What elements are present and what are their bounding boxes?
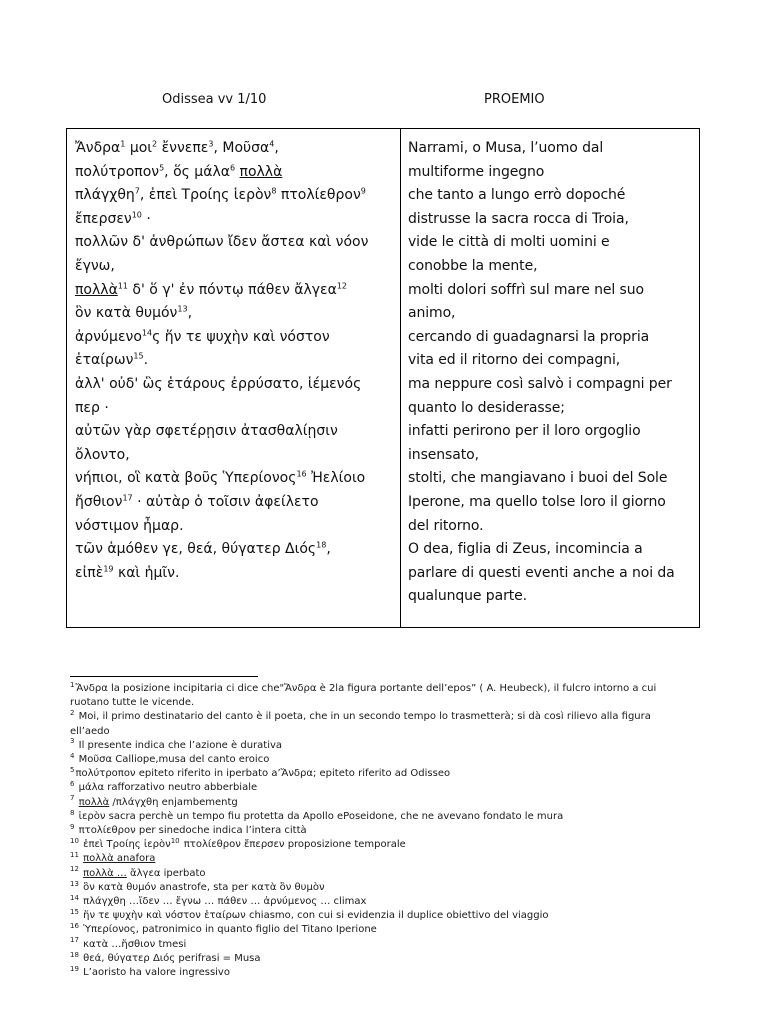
footnote-ref: 14 [70,893,79,902]
footnote-line [70,682,710,696]
footnote-separator [70,676,258,677]
footnote-ref: 3 [70,737,75,746]
text-run: νήπιοι, οἳ κατὰ βοῦς Ὑπερίονος [75,470,297,487]
footnote-ref: 7 [70,794,75,803]
footnote-ref: 4 [70,751,75,760]
footnote-ref: 15 [70,907,79,916]
greek-verse-line [75,538,400,562]
text-run: ἱερὸν sacra perchè un tempo fiu protetta da Apollo ePoseidone, che ne avevano fondato le mura [75,810,564,822]
italian-translation-line: stolti, che mangiavano i buoi del Sole [408,470,668,487]
text-run: Moi, il primo destinatario del canto è il poeta, che in un secondo tempo lo trasmetterà; si dà così rilievo alla figura [75,711,651,723]
italian-translation-line: vita ed il ritorno dei compagni, [408,352,621,369]
text-table [66,128,700,628]
text-run: , [326,541,331,558]
text-run: . [143,352,149,369]
text-run: κατὰ …ἤσθιον tmesi [79,938,187,950]
italian-translation-line: vide le città di molti uomini e [408,234,610,251]
greek-verse-line [75,515,400,539]
italian-translation-line: animo, [408,305,456,322]
footnote-ref: 5 [70,765,75,774]
italian-translation-line: distrusse la sacra rocca di Troia, [408,210,629,227]
text-run: θεά, θύγατερ Διός perifrasi = Musa [79,952,261,964]
greek-verse-line [75,137,400,161]
greek-verse-line [75,184,400,208]
greek-verse-line [75,161,400,185]
text-run: ὃν κατὰ θυμόν [75,305,178,322]
underlined-text: πολλὰ [78,796,110,808]
greek-verse-line [75,420,400,444]
text-run: L’aoristo ha valore ingressivo [79,967,230,979]
greek-verse-line [75,231,400,255]
text-run: Ἠελίοιο [306,470,366,487]
italian-translation-line: molti dolori soffrì sul mare nel suo [408,281,644,298]
footnote-ref: 11 [70,851,79,860]
text-run: , ὅς μάλα [164,163,230,180]
header-title-left: Odissea vv 1/10 [162,92,267,107]
italian-translation-line: Iperone, ma quello tolse loro il giorno [408,493,666,510]
footnote-ref: 19 [70,964,79,973]
footnotes [70,682,710,980]
footnote-line [70,923,710,937]
underlined-text: πολλὰ [239,163,283,180]
footnote-line [70,838,710,852]
greek-verse-line [75,373,400,397]
header-title-right: PROEMIO [484,92,545,107]
italian-translation-line: cercando di guadagnarsi la propria [408,328,650,345]
greek-verse-line [75,444,400,468]
greek-text-column [67,129,401,627]
footnote-line [70,767,710,781]
text-run: ἤσθιον [75,493,123,510]
italian-translation-line: O dea, figlia di Zeus, incomincia a [408,541,643,558]
text-run: περ · [75,399,109,416]
footnote-ref: 1 [70,680,75,689]
footnote-line [70,810,710,824]
underlined-text: πολλὰ … [83,867,127,879]
footnote-line [70,739,710,753]
italian-translation-line: infatti perirono per il loro orgoglio [408,423,641,440]
text-run: , ἐπεὶ Τροίης ἱερὸν [139,187,272,204]
greek-verse-line [75,255,400,279]
footnote-line [70,852,710,866]
footnote-ref: 9 [360,186,366,196]
text-run: ἑταίρων [75,352,134,369]
footnote-line [70,824,710,838]
page-header [0,92,768,112]
text-run: μοι [125,140,153,156]
text-run: /πλάγχθη enjambementg [109,796,238,808]
text-run: Il presente indica che l’azione è durativa [75,739,283,751]
text-run: ἄλγεα iperbato [126,867,206,879]
italian-translation-column [401,129,699,627]
text-run: ell’aedo [70,725,110,737]
text-run: ἥν τε ψυχὴν καὶ νόστον ἑταίρων chiasmo, con cui si evidenzia il duplice obiettivo del viaggio [79,910,549,922]
footnote-line [70,881,710,895]
text-run: Ἄνδρα la posizione incipitaria ci dice che"Ἄνδρα è 2la figura portante dell’epos” ( A. Heubeck), il fulcro intorno a cui [75,683,657,694]
text-run: Ὑπερίονος, patronimico in quanto figlio del Titano Iperione [79,924,377,936]
text-run: νόστιμον ἦμαρ. [75,517,184,534]
footnote-ref: 4 [269,139,275,149]
footnote-ref: 19 [103,564,114,574]
text-run: πτολίεθρον per sinedoche indica l’intera città [75,825,307,837]
footnote-ref: 3 [208,139,214,149]
greek-verse-line [75,397,400,421]
greek-verse-line [75,302,400,326]
text-run: δ' ὅ γ' ἐν πόντῳ πάθεν ἄλγεα [127,281,337,298]
footnote-line [70,966,710,980]
footnote-ref: 16 [296,469,307,479]
footnote-ref: 11 [117,280,128,290]
footnote-ref: 8 [70,808,75,817]
text-run: ὃν κατὰ θυμόν anastrofe, sta per κατὰ ὃν θυμὸν [79,881,325,893]
greek-verse-line [75,467,400,491]
italian-translation-line: ma neppure così salvò i compagni per [408,375,672,392]
footnote-ref: 18 [70,950,79,959]
text-run: ἔπερσεν [75,210,132,227]
footnote-ref: 16 [70,922,79,931]
text-run: αὐτῶν γὰρ σφετέρῃσιν ἀτασθαλίῃσιν [75,423,338,440]
text-run: πτολίεθρον [276,187,361,204]
text-run: ἀλλ' οὐδ' ὣς ἑτάρους ἐρρύσατο, ἱέμενός [75,375,362,392]
text-run: ἔγνω, [75,257,115,274]
text-run: πλάγχθη …ἴδεν … ἔγνω … πάθεν … ἀρνύμενος … climax [79,896,367,908]
text-run: πτολίεθρον ἔπερσεν proposizione temporale [180,839,406,851]
text-run: ὄλοντο, [75,446,130,463]
underlined-text: πολλὰ [75,281,118,298]
text-run: πολλῶν δ' ἀνθρώπων ἴδεν ἄστεα καὶ νόον [75,234,369,251]
footnote-line [70,781,710,795]
italian-translation-line: conobbe la mente, [408,257,538,274]
footnote-line [70,710,710,724]
text-run: πλάγχθη [75,187,135,204]
footnote-line [70,796,710,810]
text-run: , Μοῦσα [213,140,270,156]
text-run: · [141,210,151,227]
italian-translation-line: che tanto a lungo errò dopoché [408,187,626,204]
italian-translation-line: parlare di questi eventi anche a noi da [408,564,675,581]
footnote-line [70,938,710,952]
underlined-text: πολλὰ anafora [83,853,156,865]
text-run: εἰπὲ [75,564,104,581]
text-run: πολύτροπον [75,163,160,180]
italian-translation-line: multiforme ingegno [408,163,545,180]
text-run: τῶν ἁμόθεν γε, θεά, θύγατερ Διός [75,541,317,558]
greek-verse-line [75,491,400,515]
footnote-ref: 2 [70,709,75,718]
footnote-ref: 14 [141,328,153,338]
text-run: μάλα rafforzativo neutro abberbiale [75,782,258,794]
footnote-ref: 17 [122,493,133,503]
footnote-ref: 7 [134,186,140,196]
footnote-ref: 6 [229,162,236,172]
text-run: ς ἥν τε ψυχὴν καὶ νόστον [152,328,330,345]
footnote-ref: 2 [152,139,158,149]
italian-translation-line: del ritorno. [408,517,484,534]
footnote-line [70,895,710,909]
text-run: πολύτροπον epiteto riferito in iperbato a’Ἄνδρα; epiteto riferito ad Odisseo [75,768,451,780]
text-run: καὶ ἡμῖν. [113,564,180,581]
footnote-line [70,753,710,767]
footnote-line [70,952,710,966]
footnote-ref: 5 [159,162,165,172]
greek-verse-line [75,208,400,232]
footnote-ref: 13 [70,879,79,888]
footnote-line [70,725,710,739]
footnote-ref: 10 [170,836,180,845]
footnote-ref: 17 [70,936,79,945]
italian-translation-line: insensato, [408,446,479,463]
greek-verse-line [75,349,400,373]
footnote-ref: 18 [316,540,327,550]
footnote-ref: 6 [70,780,75,789]
footnote-ref: 8 [271,186,277,196]
text-run: Μοῦσα Calliope,musa del canto eroico [75,754,270,766]
greek-verse-line [75,562,400,586]
text-run: ἀρνύμενο [75,328,142,345]
greek-verse-line [75,279,400,303]
footnote-ref: 9 [70,822,75,831]
italian-translation-line: Narrami, o Musa, l’uomo dal [408,140,604,156]
italian-translation-line: qualunque parte. [408,588,527,605]
footnote-line [70,867,710,881]
text-run: ruotano tutte le vicende. [70,697,195,709]
footnote-ref: 1 [120,139,126,149]
footnote-ref: 13 [177,304,188,314]
text-run: Ἄνδρα [75,140,121,156]
text-run: ἔννεπε [157,140,209,156]
text-run: , [274,140,279,156]
footnote-line [70,909,710,923]
footnote-ref: 12 [70,865,79,874]
footnote-ref: 10 [70,836,79,845]
text-run: · αὐτὰρ ὁ τοῖσιν ἀφείλετο [132,493,319,510]
footnote-ref: 10 [131,210,142,220]
italian-translation-line: quanto lo desiderasse; [408,399,565,416]
footnote-ref: 15 [133,351,144,361]
text-run: ἐπεὶ Τροίης ἱερὸν [79,839,171,851]
footnote-ref: 12 [336,280,347,290]
footnote-line [70,696,710,710]
text-run: , [187,305,193,322]
greek-verse-line [75,326,400,350]
